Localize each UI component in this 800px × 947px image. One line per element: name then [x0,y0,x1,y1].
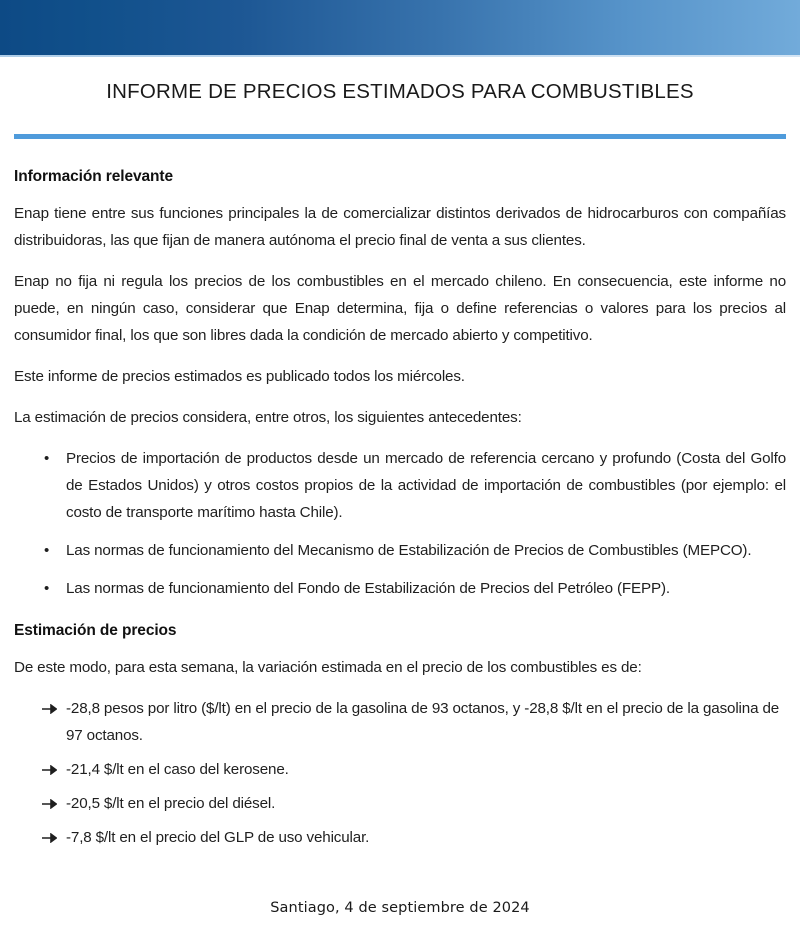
bullet-dot-icon: • [44,450,50,467]
list-item [14,824,786,851]
arrow-right-icon [42,790,58,817]
bullet-dot-icon: • [44,580,50,597]
header-underline [0,55,800,57]
paragraph-publication-schedule: Este informe de precios estimados es publicado todos los miércoles. [14,368,465,385]
paragraph-commercialization: Enap tiene entre sus funciones principales la de comercializar distintos derivados de hidrocarburos con compañías distribuidoras, las que fijan de manera autónoma el precio final de venta a sus clientes. [14,205,786,249]
paragraph-weekly-variation-intro: De este modo, para esta semana, la variación estimada en el precio de los combustibles es de: [14,659,642,676]
list-item [14,756,786,783]
bullet-dot-icon: • [44,542,50,559]
list-item-text: -7,8 $/lt en el precio del GLP de uso vehicular. [66,829,370,846]
antecedents-list [14,445,786,602]
list-item [14,537,786,564]
arrow-right-icon [42,695,58,722]
paragraph-no-price-regulation: Enap no fija ni regula los precios de los combustibles en el mercado chileno. En consecuencia, este informe no puede, en ningún caso, considerar que Enap determina, fija o define referencias o valores para los precios al consumidor final, los que son libres dada la condición de mercado abierto y competitivo. [14,273,786,344]
list-item-text: Precios de importación de productos desde un mercado de referencia cercano y profundo (Costa del Golfo de Estados Unidos) y otros costos propios de la actividad de importación de combustibles (por ejemplo: el costo de transporte marítimo hasta Chile). [66,450,786,521]
list-item [14,790,786,817]
list-item [14,575,786,602]
list-item [14,695,786,749]
footer-place-date: Santiago, 4 de septiembre de 2024 [270,900,530,916]
price-variation-list [14,695,786,851]
arrow-right-icon [42,756,58,783]
page-title: INFORME DE PRECIOS ESTIMADOS PARA COMBUSTIBLES [106,80,694,103]
list-item-text: -21,4 $/lt en el caso del kerosene. [66,761,289,778]
list-item-text: Las normas de funcionamiento del Mecanismo de Estabilización de Precios de Combustibles (MEPCO). [66,542,752,559]
section-heading-price-estimation: Estimación de precios [14,622,177,639]
list-item-text: -28,8 pesos por litro ($/lt) en el precio de la gasolina de 93 octanos, y -28,8 $/lt en el precio de la gasolina de 97 octanos. [66,700,780,744]
list-item-text: -20,5 $/lt en el precio del diésel. [66,795,276,812]
title-divider-rule [14,134,786,139]
arrow-right-icon [42,824,58,851]
list-item-text: Las normas de funcionamiento del Fondo de Estabilización de Precios del Petróleo (FEPP). [66,580,670,597]
document-content [14,168,786,851]
section-heading-relevant-info: Información relevante [14,168,173,185]
list-item [14,445,786,526]
header-gradient-bar [0,0,800,55]
paragraph-estimation-basis-intro: La estimación de precios considera, entre otros, los siguientes antecedentes: [14,409,522,426]
